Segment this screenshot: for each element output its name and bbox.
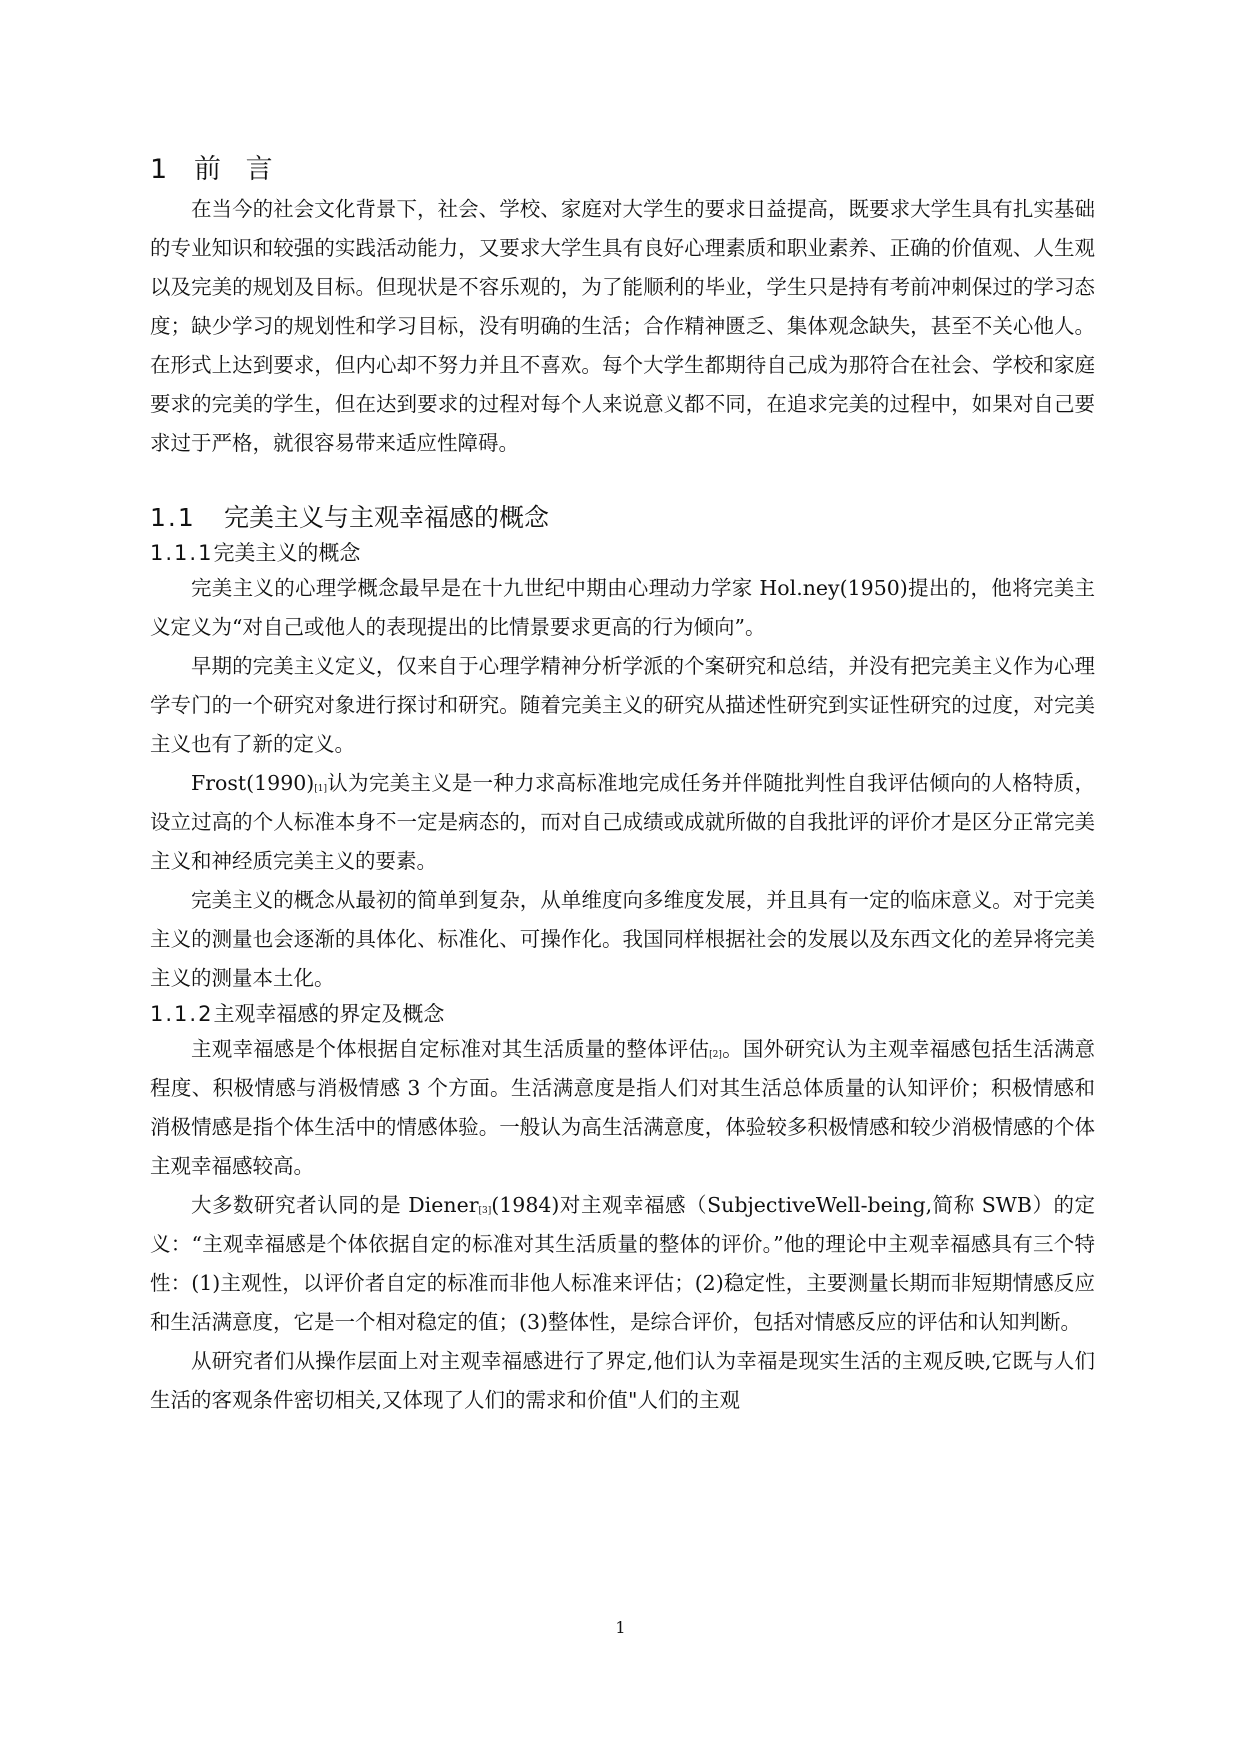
intro-paragraph: 在当今的社会文化背景下，社会、学校、家庭对大学生的要求日益提高，既要求大学生具有扎实基础的专业知识和较强的实践活动能力，又要求大学生具有良好心理素质和职业素养、正确的价值观、人生观以及完美的规划及目标。但现状是不容乐观的，为了能顺利的毕业，学生只是持有考前冲刺保过的学习态度；缺少学习的规划性和学习目标，没有明确的生活；合作精神匮乏、集体观念缺失，甚至不关心他人。在形式上达到要求，但内心却不努力并且不喜欢。每个大学生都期待自己成为那符合在社会、学校和家庭要求的完美的学生，但在达到要求的过程对每个人来说意义都不同，在追求完美的过程中，如果对自己要求过于严格，就很容易带来适应性障碍。 xyxy=(150,197,1095,455)
sub1-number: 1.1.1 xyxy=(150,541,214,565)
sub1-paragraph-3 xyxy=(150,764,1095,881)
sub1-paragraph-1: 完美主义的心理学概念最早是在十九世纪中期由心理动力学家 Hol.ney(1950)提出的，他将完美主义定义为“对自己或他人的表现提出的比情景要求更高的行为倾向”。 xyxy=(150,576,1095,639)
sub2-paragraph-2-rest: (1984)对主观幸福感（SubjectiveWell-being,简称 SWB）的定义：“主观幸福感是个体依据自定的标准对其生活质量的整体的评价。”他的理论中主观幸福感具有三个特性：(1)主观性，以评价者自定的标准而非他人标准来评估；(2)稳定性，主要测量长期而非短期情感反应和生活满意度，它是一个相对稳定的值；(3)整体性，是综合评价，包括对情感反应的评估和认知判断。 xyxy=(150,1193,1095,1334)
reference-1: [1] xyxy=(314,784,328,794)
page-body xyxy=(150,150,1095,1420)
subsection-title: 完美主义与主观幸福感的概念 xyxy=(224,503,550,532)
sub2-paragraph-3: 从研究者们从操作层面上对主观幸福感进行了界定,他们认为幸福是现实生活的主观反映,它既与人们生活的客观条件密切相关,又体现了人们的需求和价值"人们的主观 xyxy=(150,1349,1095,1412)
sub2-heading xyxy=(150,998,1095,1030)
frost-citation: Frost(1990) xyxy=(191,771,315,795)
sub2-number: 1.1.2 xyxy=(150,1002,214,1026)
sub2-paragraph-1 xyxy=(150,1030,1095,1186)
subsection-heading xyxy=(150,499,1095,537)
section-title: 前 言 xyxy=(194,154,281,185)
reference-2: [2] xyxy=(709,1050,722,1060)
sub2-title: 主观幸福感的界定及概念 xyxy=(213,1002,445,1026)
sub1-paragraph-4: 完美主义的概念从最初的简单到复杂，从单维度向多维度发展，并且具有一定的临床意义。对于完美主义的测量也会逐渐的具体化、标准化、可操作化。我国同样根据社会的发展以及东西文化的差异将完美主义的测量本土化。 xyxy=(150,888,1095,990)
sub1-paragraph-2: 早期的完美主义定义，仅来自于心理学精神分析学派的个案研究和总结，并没有把完美主义作为心理学专门的一个研究对象进行探讨和研究。随着完美主义的研究从描述性研究到实证性研究的过度，对完美主义也有了新的定义。 xyxy=(150,654,1095,756)
sub1-paragraph-3-text: 认为完美主义是一种力求高标准地完成任务并伴随批判性自我评估倾向的人格特质，设立过高的个人标准本身不一定是病态的，而对自己成绩或成就所做的自我批评的评价才是区分正常完美主义和神经质完美主义的要素。 xyxy=(150,771,1095,873)
sub1-heading xyxy=(150,537,1095,569)
sub1-title: 完美主义的概念 xyxy=(213,541,361,565)
subsection-number: 1.1 xyxy=(150,503,196,532)
section-heading xyxy=(150,150,1095,190)
sub2-paragraph-1-text: 主观幸福感是个体根据自定标准对其生活质量的整体评估 xyxy=(191,1037,710,1061)
reference-3: [3] xyxy=(478,1206,492,1216)
page-number: 1 xyxy=(615,1618,626,1637)
diener-citation: 大多数研究者认同的是 Diener xyxy=(191,1193,479,1217)
sub2-paragraph-1-rest: 。国外研究认为主观幸福感包括生活满意程度、积极情感与消极情感 3 个方面。生活满意度是指人们对其生活总体质量的认知评价；积极情感和消极情感是指个体生活中的情感体验。一般认为高生活满意度，体验较多积极情感和较少消极情感的个体主观幸福感较高。 xyxy=(150,1037,1096,1178)
sub2-paragraph-2 xyxy=(150,1186,1095,1342)
section-number: 1 xyxy=(150,154,168,185)
